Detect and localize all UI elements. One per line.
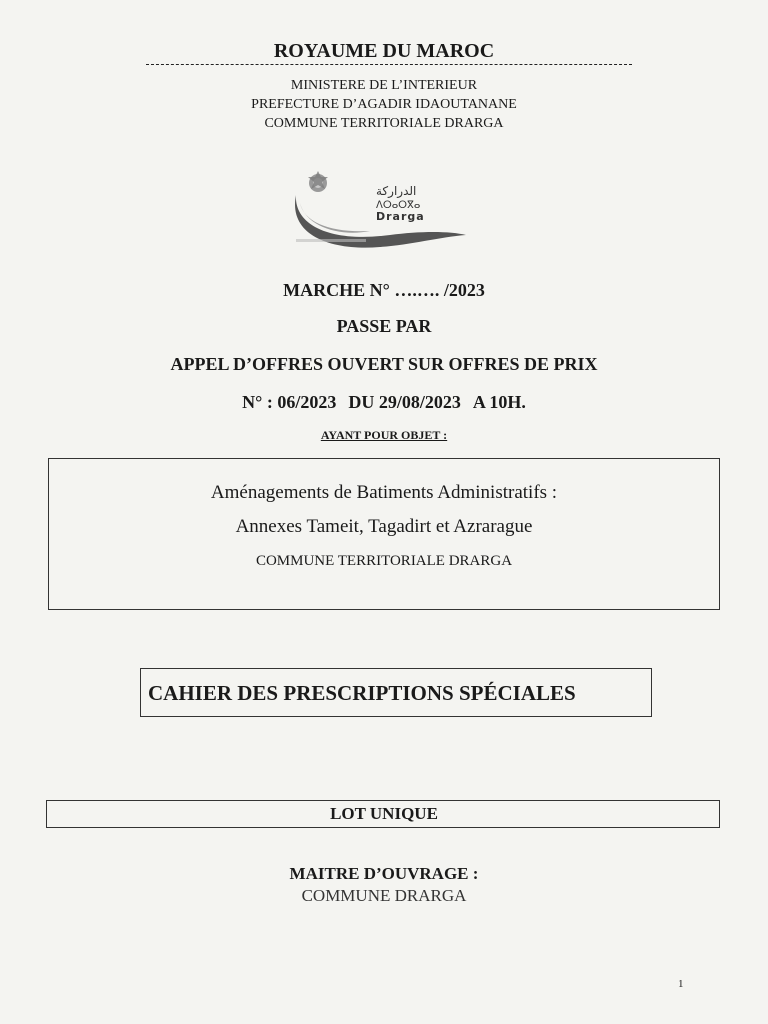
objet-line-2: Annexes Tameit, Tagadirt et Azrarague — [235, 516, 533, 537]
logo-tifinagh-text: ⴷⵔⴰⵔⴳⴰ — [376, 200, 421, 211]
marche-number: MARCHE N° ….…. /2023 — [283, 280, 485, 300]
page-number: 1 — [678, 978, 684, 990]
objet-line-1: Aménagements de Batiments Administratifs : — [210, 482, 558, 503]
dashed-divider — [146, 64, 632, 65]
logo-underline — [296, 239, 366, 242]
drarga-logo — [280, 165, 480, 255]
commune-header-line: COMMUNE TERRITORIALE DRARGA — [264, 116, 504, 131]
maitre-value: COMMUNE DRARGA — [301, 886, 467, 905]
logo-arabic-text: الدراركة — [376, 184, 417, 198]
prefecture-line: PREFECTURE D’AGADIR IDAOUTANANE — [251, 97, 517, 112]
appel-offres: APPEL D’OFFRES OUVERT SUR OFFRES DE PRIX — [170, 354, 598, 374]
objet-label: AYANT POUR OBJET : — [320, 428, 448, 442]
lot-title: LOT UNIQUE — [330, 804, 438, 823]
passe-par: PASSE PAR — [336, 316, 432, 336]
cps-title: CAHIER DES PRESCRIPTIONS SPÉCIALES — [148, 681, 576, 705]
appel-reference — [0, 392, 768, 413]
appel-date: DU 29/08/2023 — [348, 392, 461, 412]
ministry-line: MINISTERE DE L’INTERIEUR — [290, 78, 478, 93]
appel-time: A 10H. — [472, 392, 526, 412]
maitre-label: MAITRE D’OUVRAGE : — [289, 864, 479, 883]
objet-line-3: COMMUNE TERRITORIALE DRARGA — [255, 553, 513, 569]
star-emblem-icon — [308, 171, 328, 192]
kingdom-title: ROYAUME DU MAROC — [273, 40, 495, 62]
logo-latin-text: Drarga — [376, 210, 425, 223]
appel-number: N° : 06/2023 — [242, 392, 337, 412]
